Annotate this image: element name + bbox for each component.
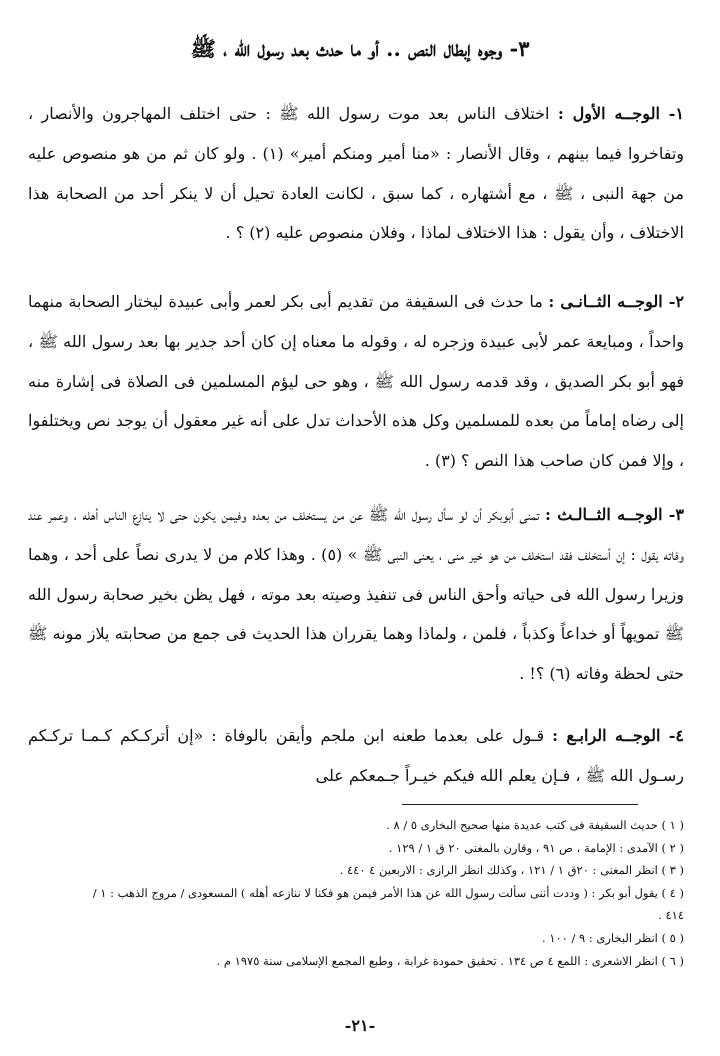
section-heading: ٤- الوجــه الرابـع :: [552, 726, 684, 745]
section-text: ما حدث فى السقيفة من تقديم أبى بكر لعمر وأبى عبيدة ليختار الصحابة منهما واحداً ، ومبايعة عمر لأبى عبيدة وزجره له ، وقوله ما معناه إن كان أحد جدير بها بعد رسول الله ﷺ ، فهو أبو بكر الصديق ، وقد قدمه رسول الله ﷺ ، وهو حى ليؤم المسلمين فى الصلاة فى إشارة منه إلى رضاه إماماً من بعده للمسلمين وكل هذه الأحداث تدل على أنه غير معقول أن يوجد نص ويختلفوا ، وإلا فمن كان صاحب هذا النص ؟ (٣) .: [28, 292, 684, 471]
paragraph: [28, 94, 684, 253]
section-text: اختلاف الناس بعد موت رسول الله ﷺ : حتى اختلف المهاجرون والأنصار ، وتفاخروا فيما بينهم ، وقال الأنصار : «منا أمير ومنكم أمير» (١) . ولو كان ثم من هو منصوص عليه من جهة النبى ، ﷺ ، مع أشتهاره ، كما سبق ، لكانت العادة تحيل أن لا ينكر أحد من الصحابة هذا الاختلاف ، وأن يقول : هذا الاختلاف لماذا ، وفلان منصوص عليه (٢) ؟ .: [28, 104, 685, 243]
section-heading: ٢- الوجــه الثــانـى :: [548, 292, 685, 311]
section-3: [28, 495, 684, 694]
section-text: قـول على بعدما طعنه ابن ملجم وأيقن بالوفاة : «إن أتركـكم كـمـا تركـكم رسـول الله ﷺ ، فـإن يعلم الله فيكم خيـراً جـمعكم على: [28, 726, 684, 785]
section-4: [28, 716, 684, 796]
footnote: ( ٥ ) انظر البخارى : ٩ / ١٠٠ .: [541, 930, 684, 945]
section-2: [28, 282, 684, 481]
paragraph: [28, 282, 684, 481]
section-heading: ٣- الوجــه الثــالـث :: [545, 505, 684, 524]
chapter-title: ٣- وجوه إبطال النص .. أو ما حدث بعد رسول الله ، ﷺ: [190, 36, 530, 61]
footnote: ( ٢ ) الآمدى : الإمامة ، ص ٩١ ، وقارن بالمغنى ٢٠ ق ١ / ١٢٩ .: [388, 840, 684, 855]
page-number: -٢١-: [344, 1016, 376, 1035]
footnote: ( ٦ ) انظر الاشعرى : اللمع ٤ ص ١٣٤ . تحقيق حمودة غرابة ، وطبع المجمع الإسلامى سنة ١٩٧٥ م .: [216, 953, 684, 968]
section-heading: ١- الوجــه الأول :: [557, 104, 685, 123]
paragraph: [28, 716, 684, 796]
section-text: تمنى أبوبكر أن لو سأل رسول الله ﷺ عن من يستخلف من بعده وفيمن يكون حتى لا ينازع الناس أهله ، وعمر عند وفاته يقول : إن أستخلف فقد استخلف من هو خير منى ، يعنى النبى ﷺ » (٥) . وهذا كلام من لا يدرى نصاً على أحد ، وهما وزيرا رسول الله فى حياته وأحق الناس فى تنفيذ وصيته بعد موته ، فهل يظن بخير صحابة رسول الله ﷺ تمويهاً أو خداعاً وكذباً ، فلمن ، ولماذا وهما يقرران هذا الحديث فى جمع من صحابته يلاز مونه ﷺ حتى لحظة وفاته (٦) ؟! .: [28, 505, 684, 684]
footnote: ( ١ ) حديث السقيفة فى كتب عديدة منها صحيح البخارى ٥ / ٨ .: [386, 818, 684, 832]
footnote-divider: [402, 804, 638, 805]
footnote: ( ٣ ) انظر المغنى : ٢٠ق ١ / ١٢١ ، وكذلك انظر الرازى : الاربعين ٤ ٤٤٠ .: [339, 863, 684, 878]
paragraph: [28, 495, 684, 694]
footnotes: [84, 814, 684, 972]
section-1: [28, 94, 684, 253]
footnote: ( ٤ ) يقول أبو بكر : ( وددت أننى سألت رسول الله عن هذا الأمر فيمن هو فكنا لا ننازعه أهله ) المسعودى / مروج الذهب : ١ / ٤١٤ .: [92, 885, 684, 923]
